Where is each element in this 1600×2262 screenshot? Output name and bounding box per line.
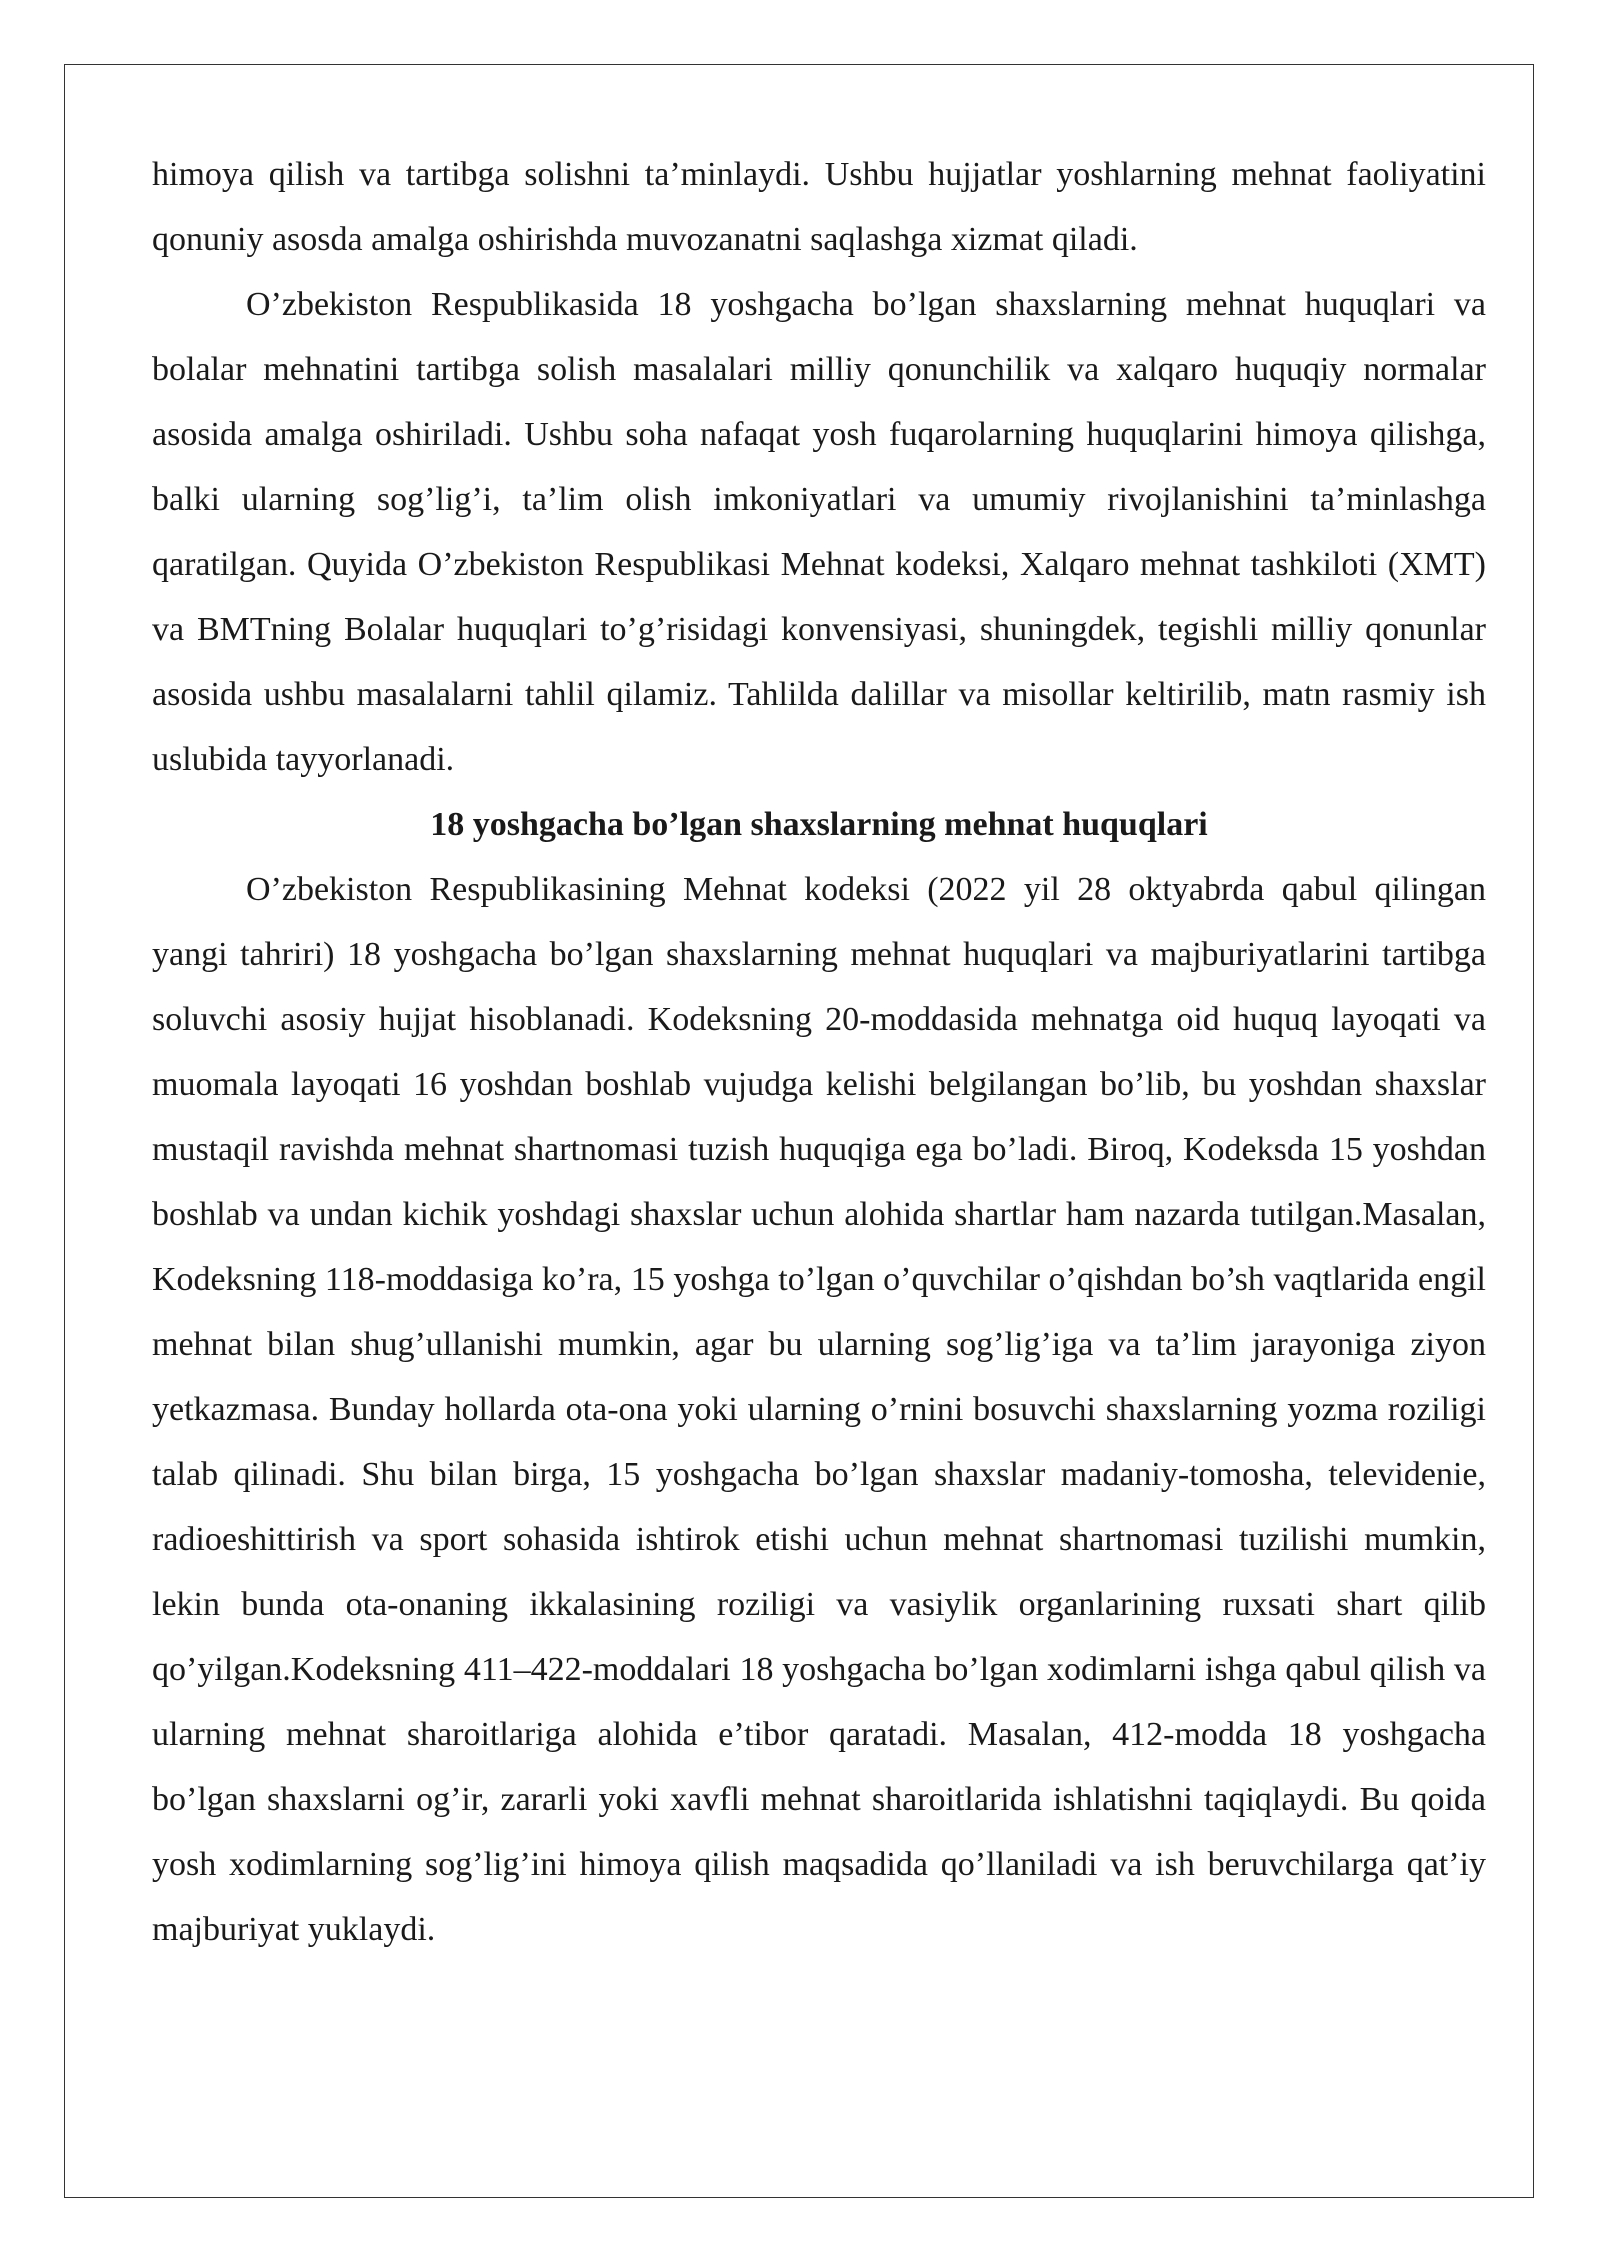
paragraph-labor-code: O’zbekiston Respublikasining Mehnat kodeksi (2022 yil 28 oktyabrda qabul qilingan yangi tahriri) 18 yoshgacha bo’lgan shaxslarning mehnat huquqlari va majburiyatlarini tartibga soluvchi asosiy hujjat hisoblanadi. Kodeksning 20-moddasida mehnatga oid huquq layoqati va muomala layoqati 16 yoshdan boshlab vujudga kelishi belgilangan bo’lib, bu yoshdan shaxslar mustaqil ravishda mehnat shartnomasi tuzish huquqiga ega bo’ladi. Biroq, Kodeksda 15 yoshdan boshlab va undan kichik yoshdagi shaxslar uchun alohida shartlar ham nazarda tutilgan.Masalan, Kodeksning 118-moddasiga ko’ra, 15 yoshga to’lgan o’quvchilar o’qishdan bo’sh vaqtlarida engil mehnat bilan shug’ullanishi mumkin, agar bu ularning sog’lig’iga va ta’lim jarayoniga ziyon yetkazmasa. Bunday hollarda ota-ona yoki ularning o’rnini bosuvchi shaxslarning yozma roziligi talab qilinadi. Shu bilan birga, 15 yoshgacha bo’lgan shaxslar madaniy-tomosha, televidenie, radioeshittirish va sport sohasida ishtirok etishi uchun mehnat shartnomasi tuzilishi mumkin, lekin bunda ota-onaning ikkalasining roziligi va vasiylik organlarining ruxsati shart qilib qo’yilgan.Kodeksning 411–422-moddalari 18 yoshgacha bo’lgan xodimlarni ishga qabul qilish va ularning mehnat sharoitlariga alohida e’tibor qaratadi. Masalan, 412-modda 18 yoshgacha bo’lgan shaxslarni og’ir, zararli yoki xavfli mehnat sharoitlarida ishlatishni taqiqlaydi. Bu qoida yosh xodimlarning sog’lig’ini himoya qilish maqsadida qo’llaniladi va ish beruvchilarga qat’iy majburiyat yuklaydi.: [152, 871, 1486, 1948]
paragraph-intro: O’zbekiston Respublikasida 18 yoshgacha bo’lgan shaxslarning mehnat huquqlari va bolalar mehnatini tartibga solish masalalari milliy qonunchilik va xalqaro huquqiy normalar asosida amalga oshiriladi. Ushbu soha nafaqat yosh fuqarolarning huquqlarini himoya qilishga, balki ularning sog’lig’i, ta’lim olish imkoniyatlari va umumiy rivojlanishini ta’minlashga qaratilgan. Quyida O’zbekiston Respublikasi Mehnat kodeksi, Xalqaro mehnat tashkiloti (XMT) va BMTning Bolalar huquqlari to’g’risidagi konvensiyasi, shuningdek, tegishli milliy qonunlar asosida ushbu masalalarni tahlil qilamiz. Tahlilda dalillar va misollar keltirilib, matn rasmiy ish uslubida tayyorlanadi.: [152, 286, 1486, 778]
document-body: [152, 142, 1486, 1962]
paragraph-continuation: himoya qilish va tartibga solishni ta’minlaydi. Ushbu hujjatlar yoshlarning mehnat faoliyatini qonuniy asosda amalga oshirishda muvozanatni saqlashga xizmat qiladi.: [152, 156, 1486, 258]
section-heading: 18 yoshgacha bo’lgan shaxslarning mehnat huquqlari: [430, 806, 1208, 843]
